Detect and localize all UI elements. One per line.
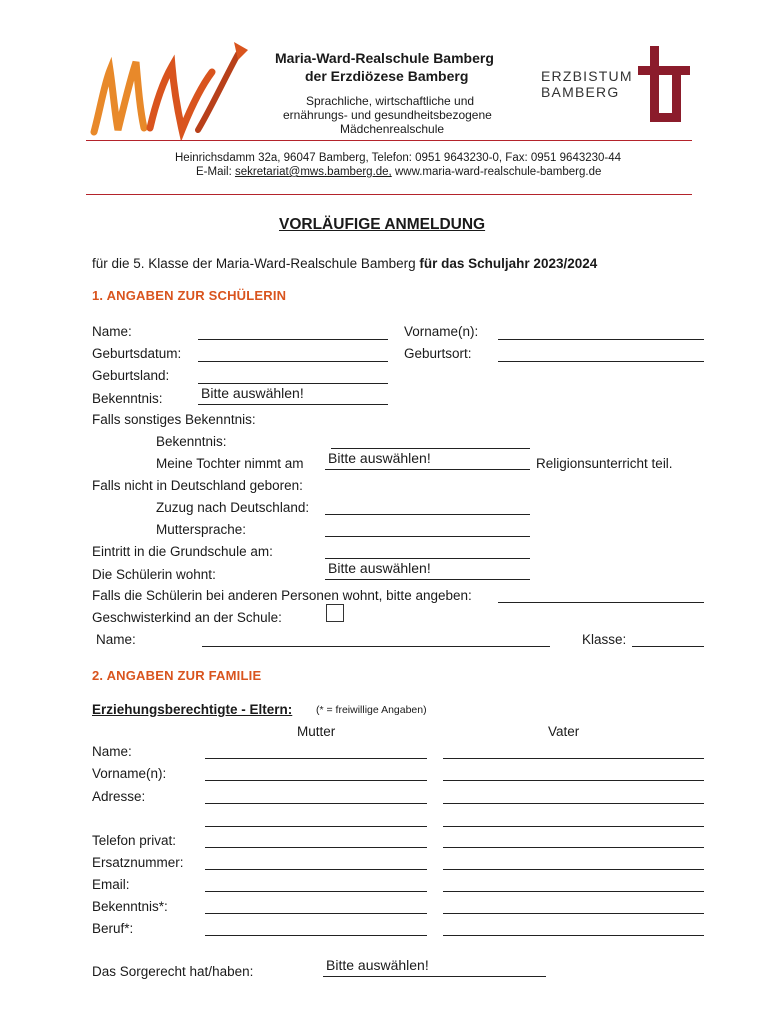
diocese-name-line1: ERZBISTUM bbox=[541, 68, 633, 84]
wohnt-select-value: Bitte auswählen! bbox=[328, 560, 431, 576]
klasse-input[interactable] bbox=[632, 628, 704, 647]
family-row-label: Name: bbox=[92, 744, 132, 759]
vater-field[interactable] bbox=[443, 917, 704, 936]
contact-line bbox=[196, 166, 601, 178]
family-row-label: Bekenntnis*: bbox=[92, 899, 168, 914]
mutter-field[interactable] bbox=[205, 851, 427, 870]
zuzug-label: Zuzug nach Deutschland: bbox=[156, 500, 310, 515]
vater-field[interactable] bbox=[443, 873, 704, 892]
page-title: VORLÄUFIGE ANMELDUNG bbox=[279, 216, 486, 233]
mutter-field[interactable] bbox=[205, 873, 427, 892]
family-row-label: Adresse: bbox=[92, 789, 146, 804]
klasse-label: Klasse: bbox=[582, 632, 627, 647]
tochter-label: Meine Tochter nimmt am bbox=[156, 456, 304, 471]
school-logo bbox=[88, 40, 253, 140]
bekenntnis-label: Bekenntnis: bbox=[92, 391, 163, 406]
vater-field[interactable] bbox=[443, 762, 704, 781]
grundschule-input[interactable] bbox=[325, 540, 530, 559]
email-link[interactable]: sekretariat@mws.bamberg.de, bbox=[234, 166, 392, 178]
mutter-field[interactable] bbox=[205, 785, 427, 804]
name-label: Name: bbox=[92, 324, 132, 339]
mutter-field[interactable] bbox=[205, 762, 427, 781]
andere-personen-label: Falls die Schülerin bei anderen Personen wohnt, bitte angeben: bbox=[92, 588, 472, 603]
geschwister-name-label: Name: bbox=[96, 632, 136, 647]
religion-suffix: Religionsunterricht teil. bbox=[536, 456, 673, 471]
family-row-label: Beruf*: bbox=[92, 921, 134, 936]
sonstiges-bekenntnis-input[interactable] bbox=[331, 430, 530, 449]
geschwister-checkbox[interactable] bbox=[326, 604, 344, 622]
vater-field[interactable] bbox=[443, 829, 704, 848]
vater-field[interactable] bbox=[443, 740, 704, 759]
tagline-line2: ernährungs- und gesundheitsbezogene bbox=[283, 108, 492, 122]
vater-field[interactable] bbox=[443, 895, 704, 914]
header-rule-top bbox=[86, 140, 692, 141]
geschwister-name-input[interactable] bbox=[202, 628, 550, 647]
intro-text bbox=[92, 256, 597, 271]
sorgerecht-select-value: Bitte auswählen! bbox=[326, 957, 429, 973]
geburtsort-input[interactable] bbox=[498, 343, 704, 362]
geschwister-label: Geschwisterkind an der Schule: bbox=[92, 610, 282, 625]
family-row-label: Vorname(n): bbox=[92, 766, 167, 781]
tagline-line1: Sprachliche, wirtschaftliche und bbox=[306, 94, 475, 108]
school-name-line1: Maria-Ward-Realschule Bamberg bbox=[275, 50, 494, 66]
section2-heading: 2. ANGABEN ZUR FAMILIE bbox=[92, 668, 262, 683]
religion-select[interactable] bbox=[325, 451, 530, 470]
header-rule-bottom bbox=[86, 194, 692, 195]
family-row-label: Email: bbox=[92, 877, 130, 892]
vorname-input[interactable] bbox=[498, 321, 704, 340]
school-name-line2: der Erzdiözese Bamberg bbox=[305, 68, 469, 84]
mutter-field[interactable] bbox=[205, 829, 427, 848]
sub-bekenntnis-label: Bekenntnis: bbox=[156, 434, 227, 449]
erziehung-label: Erziehungsberechtigte - Eltern: bbox=[92, 702, 293, 717]
email-prefix: E-Mail: bbox=[196, 166, 232, 178]
wohnt-label: Die Schülerin wohnt: bbox=[92, 567, 216, 582]
mutter-field[interactable] bbox=[205, 808, 427, 827]
intro-bold: für das Schuljahr 2023/2024 bbox=[419, 256, 598, 271]
geburtsort-label: Geburtsort: bbox=[404, 346, 472, 361]
section1-heading: 1. ANGABEN ZUR SCHÜLERIN bbox=[92, 288, 287, 303]
school-address: Heinrichsdamm 32a, 96047 Bamberg, Telefon: 0951 9643230-0, Fax: 0951 9643230-44 bbox=[175, 152, 622, 164]
vater-field[interactable] bbox=[443, 808, 704, 827]
bekenntnis-select-value: Bitte auswählen! bbox=[201, 385, 304, 401]
col-mutter-header: Mutter bbox=[297, 724, 336, 739]
grundschule-label: Eintritt in die Grundschule am: bbox=[92, 544, 273, 559]
geburtsland-input[interactable] bbox=[198, 365, 388, 384]
muttersprache-input[interactable] bbox=[325, 518, 530, 537]
vater-field[interactable] bbox=[443, 851, 704, 870]
family-row-label: Telefon privat: bbox=[92, 833, 177, 848]
website-link[interactable]: www.maria-ward-realschule-bamberg.de bbox=[394, 166, 602, 178]
geburtsdatum-label: Geburtsdatum: bbox=[92, 346, 182, 361]
andere-personen-input[interactable] bbox=[498, 584, 704, 603]
diocese-cross-logo bbox=[636, 44, 692, 124]
sorgerecht-select[interactable] bbox=[323, 958, 546, 977]
mutter-field[interactable] bbox=[205, 917, 427, 936]
religion-select-value: Bitte auswählen! bbox=[328, 450, 431, 466]
zuzug-input[interactable] bbox=[325, 496, 530, 515]
vater-field[interactable] bbox=[443, 785, 704, 804]
bekenntnis-select[interactable] bbox=[198, 386, 388, 405]
sonstiges-label: Falls sonstiges Bekenntnis: bbox=[92, 412, 256, 427]
vorname-label: Vorname(n): bbox=[404, 324, 479, 339]
intro-normal: für die 5. Klasse der Maria-Ward-Realschule Bamberg bbox=[92, 256, 416, 271]
family-row-label: Ersatznummer: bbox=[92, 855, 184, 870]
geburtsland-label: Geburtsland: bbox=[92, 368, 170, 383]
tagline-line3: Mädchenrealschule bbox=[340, 122, 445, 136]
wohnt-select[interactable] bbox=[325, 561, 530, 580]
sorgerecht-label: Das Sorgerecht hat/haben: bbox=[92, 964, 254, 979]
muttersprache-label: Muttersprache: bbox=[156, 522, 247, 537]
geburtsdatum-input[interactable] bbox=[198, 343, 388, 362]
nicht-de-label: Falls nicht in Deutschland geboren: bbox=[92, 478, 303, 493]
mutter-field[interactable] bbox=[205, 740, 427, 759]
col-vater-header: Vater bbox=[548, 724, 580, 739]
freiwillig-note: (* = freiwillige Angaben) bbox=[316, 704, 427, 716]
name-input[interactable] bbox=[198, 321, 388, 340]
diocese-name-line2: BAMBERG bbox=[541, 84, 620, 100]
mutter-field[interactable] bbox=[205, 895, 427, 914]
